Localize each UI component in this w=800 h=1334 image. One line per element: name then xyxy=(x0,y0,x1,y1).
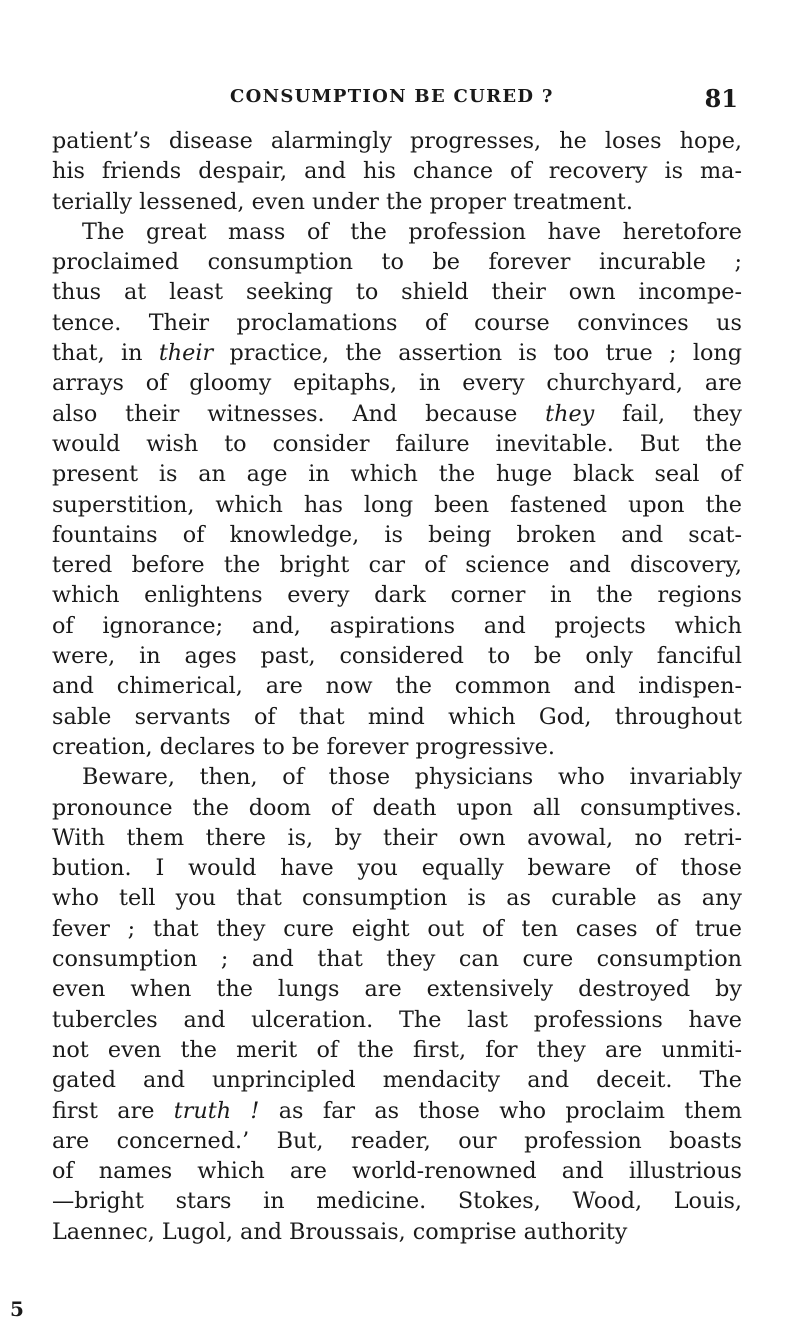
text-line: patient’s disease alarmingly progresses, he loses hope, xyxy=(52,128,742,154)
text-line: first are truth ! as far as those who proclaim them xyxy=(52,1097,742,1124)
text-line: tence. Their proclamations of course convinces us xyxy=(52,309,742,336)
text-line: of names which are world-renowned and illustrious xyxy=(52,1158,742,1185)
text-line: bution. I would have you equally beware of those xyxy=(52,855,742,882)
text-line: creation, declares to be forever progressive. xyxy=(52,733,555,760)
page-number: 81 xyxy=(704,84,738,113)
text-line: gated and unprincipled mendacity and deceit. The xyxy=(52,1067,742,1094)
text-line: fountains of knowledge, is being broken and scat- xyxy=(52,521,742,548)
text-line: present is an age in which the huge black seal of xyxy=(52,461,742,488)
text-line: are concerned.’ But, reader, our profession boasts xyxy=(52,1127,742,1154)
text-line: his friends despair, and his chance of recovery is ma- xyxy=(52,158,742,185)
text-line: tubercles and ulceration. The last professions have xyxy=(52,1006,742,1033)
book-page xyxy=(52,0,742,1247)
paragraph xyxy=(52,217,742,762)
text-line: who tell you that consumption is as curable as any xyxy=(52,885,742,912)
text-line: were, in ages past, considered to be only fanciful xyxy=(52,643,742,670)
paragraph xyxy=(52,126,742,217)
text-line: tered before the bright car of science and discovery, xyxy=(52,552,742,579)
text-line: not even the merit of the first, for they are unmiti- xyxy=(52,1036,742,1063)
text-line: also their witnesses. And because they fail, they xyxy=(52,400,743,427)
text-line: that, in their practice, the assertion is too true ; long xyxy=(52,340,743,367)
body-text xyxy=(52,126,742,1247)
text-line: which enlightens every dark corner in the regions xyxy=(52,582,742,609)
paragraph xyxy=(52,762,742,1247)
text-line: and chimerical, are now the common and indispen- xyxy=(52,673,742,700)
text-line: Laennec, Lugol, and Broussais, comprise authority xyxy=(52,1218,628,1245)
text-line: arrays of gloomy epitaphs, in every churchyard, are xyxy=(52,370,742,397)
signature-mark: 5 xyxy=(10,1297,24,1321)
text-line: consumption ; and that they can cure consumption xyxy=(52,946,742,973)
text-line: superstition, which has long been fastened upon the xyxy=(52,491,742,518)
text-line: would wish to consider failure inevitable. But the xyxy=(52,430,742,457)
text-line: of ignorance; and, aspirations and projects which xyxy=(52,612,742,639)
text-line: fever ; that they cure eight out of ten cases of true xyxy=(52,915,742,942)
text-line: pronounce the doom of death upon all consumptives. xyxy=(52,794,742,821)
text-line: proclaimed consumption to be forever incurable ; xyxy=(52,249,742,276)
text-line: With them there is, by their own avowal, no retri- xyxy=(52,824,742,851)
text-line: sable servants of that mind which God, throughout xyxy=(52,703,742,730)
text-line: —bright stars in medicine. Stokes, Wood, Louis, xyxy=(52,1188,742,1215)
running-head xyxy=(52,86,742,126)
text-line: The great mass of the profession have heretofore xyxy=(82,218,742,245)
text-line: even when the lungs are extensively destroyed by xyxy=(52,976,742,1003)
running-title: CONSUMPTION BE CURED ? xyxy=(230,86,554,107)
text-line: Beware, then, of those physicians who invariably xyxy=(82,764,742,791)
text-line: terially lessened, even under the proper treatment. xyxy=(52,188,633,215)
text-line: thus at least seeking to shield their own incompe- xyxy=(52,279,742,306)
